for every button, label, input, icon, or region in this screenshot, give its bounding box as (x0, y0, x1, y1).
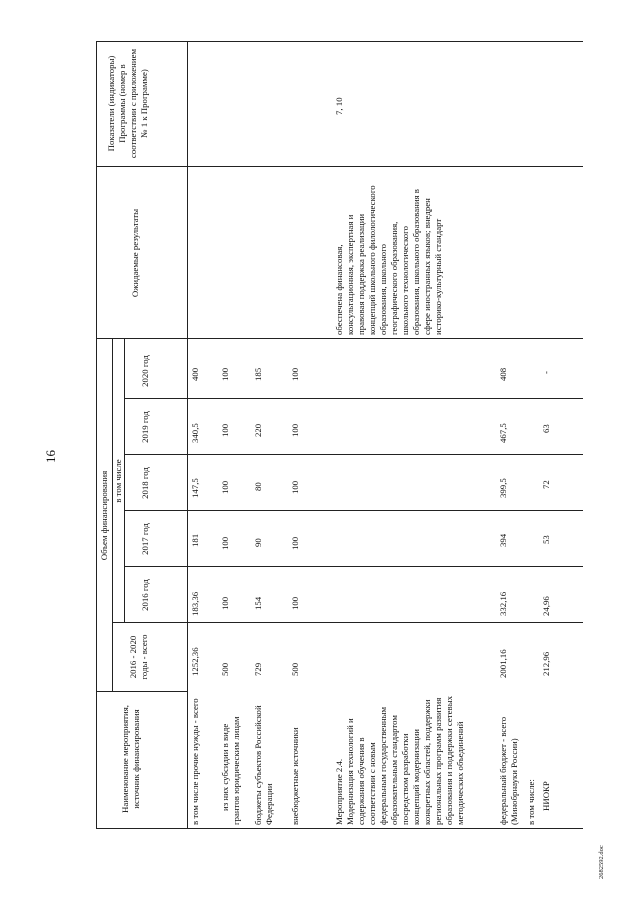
row-name: в том числе прочие нужды - всего (190, 698, 200, 825)
measure-description: Модернизация технологий и содержания обучения в соответствии с новым федеральным государственным образовательным стандартом посредством разработки концепций модернизации конкретных областей, поддержки региональных программ развития образования и поддержки сетевых методических объединений (345, 695, 465, 825)
row-name: бюджеты субъектов Российской Федерации (253, 705, 274, 825)
row-value: 400 (190, 367, 200, 381)
row-value: 100 (290, 367, 300, 381)
row-total: 729 (253, 662, 263, 676)
row-value: 100 (220, 480, 230, 494)
grid-line (124, 398, 583, 399)
grid-line (96, 828, 583, 829)
header-year-2018: 2018 год (140, 467, 150, 499)
row-value: 183,36 (190, 591, 200, 616)
row-value: 100 (220, 536, 230, 550)
row-value: 53 (541, 535, 551, 544)
row-value: 100 (220, 596, 230, 610)
header-total-col: 2016 - 2020 годы - всего (128, 634, 149, 680)
row-value: 100 (290, 536, 300, 550)
header-year-2019: 2019 год (140, 411, 150, 443)
measure-indicators: 7, 10 (334, 97, 344, 115)
row-value: 220 (253, 423, 263, 437)
measure-title: Мероприятие 2.4. (334, 758, 344, 825)
header-funding-group: Объем финансирования (99, 470, 109, 561)
row-value: 80 (253, 482, 263, 491)
grid-line (124, 339, 125, 623)
row-total: 500 (220, 662, 230, 676)
row-value: 100 (290, 423, 300, 437)
grid-line (96, 42, 97, 829)
header-year-2020: 2020 год (140, 355, 150, 387)
row-value: 340,5 (190, 423, 200, 443)
row-name: НИОКР (541, 781, 551, 811)
grid-line (187, 42, 188, 829)
header-name-col: Наименование мероприятия, источник финансирования (120, 705, 141, 813)
row-value: 154 (253, 596, 263, 610)
footer-file-name: 2682592.doc (598, 845, 605, 879)
row-total: 1252,36 (190, 647, 200, 676)
header-year-2017: 2017 год (140, 523, 150, 555)
row-value: 90 (253, 538, 263, 547)
grid-line (124, 566, 583, 567)
row-value: 100 (220, 423, 230, 437)
row-value: 332,16 (498, 591, 508, 616)
page-number: 16 (43, 450, 58, 463)
row-value: - (541, 371, 551, 374)
grid-line (124, 454, 583, 455)
row-name: федеральный бюджет - всего (Минобрнауки России) (498, 716, 519, 825)
header-indicators-col: Показатели (индикаторы) Программы (номер в соответствии с приложением № 1 к Программе) (106, 48, 149, 159)
row-name: из них субсидии в виде грантов юридическим лицам (220, 716, 241, 825)
row-value: 100 (290, 480, 300, 494)
row-total: 500 (290, 662, 300, 676)
header-results-col: Ожидаемые результаты (130, 208, 140, 298)
grid-line (112, 622, 583, 623)
row-value: 394 (498, 533, 508, 547)
row-value: 100 (220, 367, 230, 381)
row-name: внебюджетные источники (290, 727, 300, 825)
grid-line (96, 338, 583, 339)
grid-line (124, 510, 583, 511)
row-value: 72 (541, 480, 551, 489)
row-value: 467,5 (498, 423, 508, 443)
grid-line (96, 41, 583, 42)
row-value: 147,5 (190, 478, 200, 498)
row-total: 2001,16 (498, 649, 508, 678)
row-value: 408 (498, 367, 508, 381)
measure-results: обеспечена финансовая, консультационная, экспертная и правовая поддержка реализации концепций школьного филологического образования, школьного географического образования, школьного технологического образования, школьного образования в сфере иностранных языков; внедрен историко-культурный стандарт (334, 185, 443, 335)
row-value: 63 (541, 424, 551, 433)
row-value: 185 (253, 367, 263, 381)
grid-line (96, 166, 583, 167)
row-value: 24,96 (541, 596, 551, 616)
row-value: 181 (190, 533, 200, 547)
row-total: 212,96 (541, 651, 551, 676)
header-year-2016: 2016 год (140, 579, 150, 611)
row-name: в том числе: (526, 779, 536, 825)
header-including: в том числе (113, 459, 123, 503)
row-value: 399,5 (498, 478, 508, 498)
row-value: 100 (290, 596, 300, 610)
